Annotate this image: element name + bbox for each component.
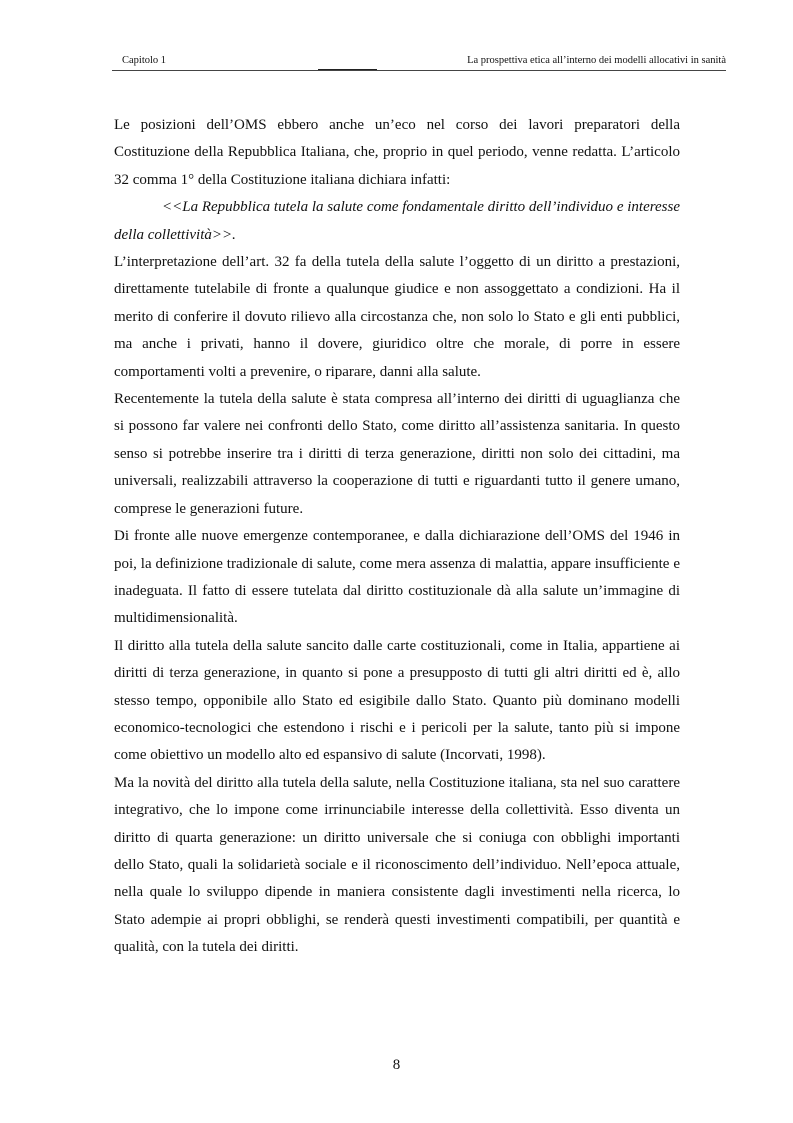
chapter-label: Capitolo 1 xyxy=(122,55,167,66)
chapter-title: La prospettiva etica all’interno dei modelli allocativi in sanità xyxy=(467,55,726,66)
body-text xyxy=(114,112,680,962)
paragraph-third-generation: Il diritto alla tutela della salute sancito dalle carte costituzionali, come in Italia, appartiene ai diritti di terza generazione, in quanto si pone a presupposto di tutti gli altri diritti ed è, allo stesso tempo, opponibile allo Stato ed esigibile dallo Stato. Quanto più dominano modelli economico-tecnologici che estendono i rischi e i pericoli per la salute, tanto più si impone come obiettivo un modello alto ed espansivo di salute (Incorvati, 1998). xyxy=(114,637,680,764)
constitution-quote: <<La Repubblica tutela la salute come fondamentale diritto dell’individuo e interesse della collettività>>. xyxy=(114,199,680,243)
header-rule xyxy=(112,70,726,71)
paragraph-fourth-generation: Ma la novità del diritto alla tutela della salute, nella Costituzione italiana, sta nel suo carattere integrativo, che lo impone come irrinunciabile interesse della collettività. Esso diventa un diritto di quarta generazione: un diritto universale che si coniuga con obblighi importanti dello Stato, quali la solidarietà sociale e il riconoscimento dell’individuo. Nell’epoca attuale, nella quale lo sviluppo dipende in maniera consistente dagli investimenti nella ricerca, lo Stato adempie ai propri obblighi, se renderà questi investimenti compatibili, per quantità e qualità, con la tutela dei diritti. xyxy=(114,774,680,956)
paragraph-equality-rights: Recentemente la tutela della salute è stata compresa all’interno dei diritti di uguaglianza che si possono far valere nei confronti dello Stato, come diritto all’assistenza sanitaria. In questo senso si potrebbe inserire tra i diritti di terza generazione, diritti non solo dei cittadini, ma universali, realizzabili attraverso la cooperazione di tutti e riguardanti tutto il genere umano, comprese le generazioni future. xyxy=(114,391,680,517)
page-number: 8 xyxy=(392,1057,401,1073)
paragraph-oms-echo: Le posizioni dell’OMS ebbero anche un’eco nel corso dei lavori preparatori della Costituzione della Repubblica Italiana, che, proprio in quel periodo, venne redatta. L’articolo 32 comma 1° della Costituzione italiana dichiara infatti: xyxy=(114,117,680,188)
paragraph-interpretation: L’interpretazione dell’art. 32 fa della tutela della salute l’oggetto di un diritto a prestazioni, direttamente tutelabile di fronte a qualunque giudice e non assoggettato a condizioni. Ha il merito di conferire il dovuto rilievo alla circostanza che, non solo lo Stato e gli enti pubblici, ma anche i privati, hanno il dovere, giuridico oltre che morale, di porre in essere comportamenti volti a prevenire, o riparare, danni alla salute. xyxy=(114,254,680,380)
paragraph-new-emergencies: Di fronte alle nuove emergenze contemporanee, e dalla dichiarazione dell’OMS del 1946 in poi, la definizione tradizionale di salute, come mera assenza di malattia, appare insufficiente e inadeguata. Il fatto di essere tutelata dal diritto costituzionale dà alla salute un’immagine di multidimensionalità. xyxy=(114,528,680,627)
header-mark xyxy=(318,69,377,70)
running-header xyxy=(112,50,726,70)
